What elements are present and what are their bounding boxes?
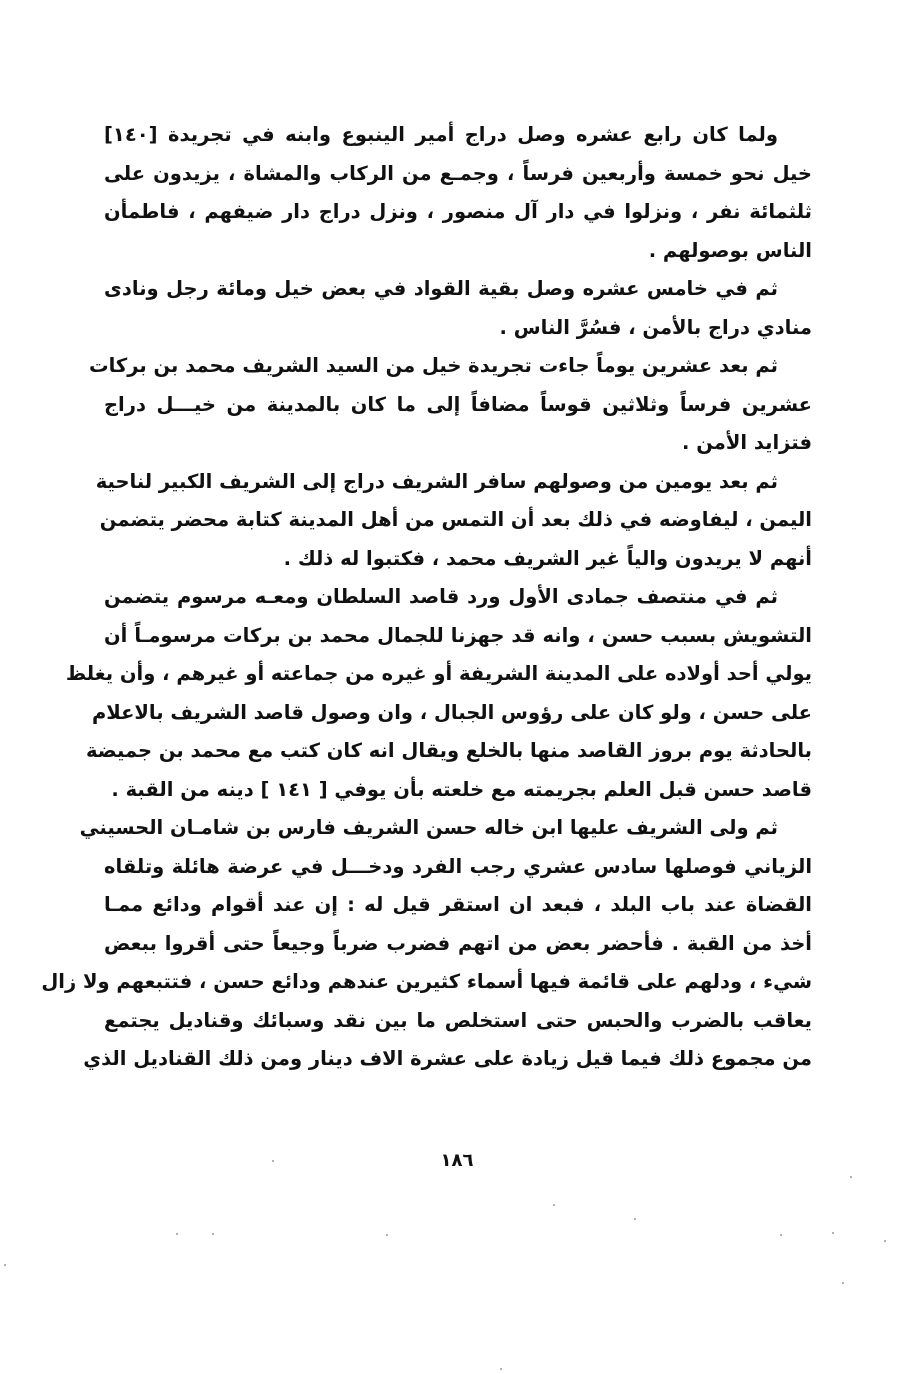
body-text [41, 116, 812, 1079]
scan-speck [176, 1233, 178, 1235]
text-line: القضاة عند باب البلد ، فبعد ان استقر قيل له : إن عند أقوام ودائع ممـا [104, 893, 812, 916]
page-number: ١٨٦ [440, 1150, 474, 1171]
text-line: على حسن ، ولو كان على رؤوس الجبال ، وان وصول قاصد الشريف بالاعلام [91, 700, 812, 724]
scan-speck [500, 1368, 502, 1370]
scan-speck [4, 1264, 6, 1266]
text-line: عشرين فرساً وثلاثين قوساً مضافاً إلى ما كان بالمدينة من خيـــل دراج [104, 392, 812, 416]
scan-speck [386, 1234, 388, 1236]
text-line: يولي أحد أولاده على المدينة الشريفة أو غيره من جماعته أو غيرهم ، وأن يغلظ [65, 662, 812, 685]
scan-speck [272, 1160, 274, 1162]
text-line: ثم في منتصف جمادى الأول ورد قاصد السلطان ومعـه مرسوم يتضمن [104, 585, 778, 608]
text-line: ثم بعد يومين من وصولهم سافر الشريف دراج إلى الشريف الكبير لناحية [95, 469, 778, 493]
text-line: الزياني فوصلها سادس عشري رجب الفرد ودخـــل في عرضة هائلة وتلقاه [104, 854, 812, 878]
text-line: منادي دراج بالأمن ، فسُرَّ الناس . [499, 315, 812, 339]
text-line: ثم ولى الشريف عليها ابن خاله حسن الشريف فارس بن شامـان الحسيني [79, 816, 778, 839]
text-line: ثم في خامس عشره وصل بقية القواد في بعض خيل ومائة رجل ونادى [104, 277, 778, 300]
scan-speck [832, 1232, 834, 1234]
text-line: شيء ، ودلهم على قائمة فيها أسماء كثيرين عندهم ودائع حسن ، فتتبعهم ولا زال [41, 970, 812, 993]
text-line: يعاقب بالضرب والحبس حتى استخلص ما بين نقد وسبائك وقناديل يجتمع [104, 1008, 812, 1032]
text-line: بالحادثة يوم بروز القاصد منها بالخلع ويقال انه كان كتب مع محمد بن جميضة [85, 739, 812, 762]
text-line: خيل نحو خمسة وأربعين فرساً ، وجمـع من الركاب والمشاة ، يزيدون على [104, 161, 812, 185]
text-line: ثلثمائة نفر ، ونزلوا في دار آل منصور ، ونزل دراج دار ضيفهم ، فاطمأن [104, 200, 812, 223]
text-line: التشويش بسبب حسن ، وانه قد جهزنا للجمال محمد بن بركات مرسومـاً أن [104, 623, 812, 647]
text-line: قاصد حسن قبل العلم بجريمته مع خلعته بأن يوفي [ ١٤١ ] دينه من القبة . [111, 777, 812, 801]
scan-speck [780, 1234, 782, 1236]
text-line: اليمن ، ليفاوضه في ذلك بعد أن التمس من أهل المدينة كتابة محضر يتضمن [99, 508, 812, 531]
text-line: من مجموع ذلك فيما قيل زيادة على عشرة الاف دينار ومن ذلك القناديل الذي [83, 1047, 812, 1070]
scan-speck [634, 1218, 636, 1220]
text-line: أنهم لا يريدون والياً غير الشريف محمد ، فكتبوا له ذلك . [283, 546, 812, 570]
text-line: ثم بعد عشرين يوماً جاءت تجريدة خيل من السيد الشريف محمد بن بركات [88, 354, 778, 377]
scan-speck [842, 1282, 844, 1284]
scan-speck [884, 1240, 886, 1242]
text-line: ولما كان رابع عشره وصل دراج أمير الينبوع وابنه في تجريدة [١٤٠] [104, 123, 778, 146]
text-line: الناس بوصولهم . [648, 238, 812, 262]
text-line: فتزايد الأمن . [682, 431, 812, 454]
scan-speck [553, 1204, 555, 1206]
text-line: أخذ من القبة . فأحضر بعض من اتهم فضرب ضرباً وجيعاً حتى أقروا ببعض [104, 931, 812, 955]
scan-speck [212, 1233, 214, 1235]
scan-speck [850, 1176, 852, 1178]
